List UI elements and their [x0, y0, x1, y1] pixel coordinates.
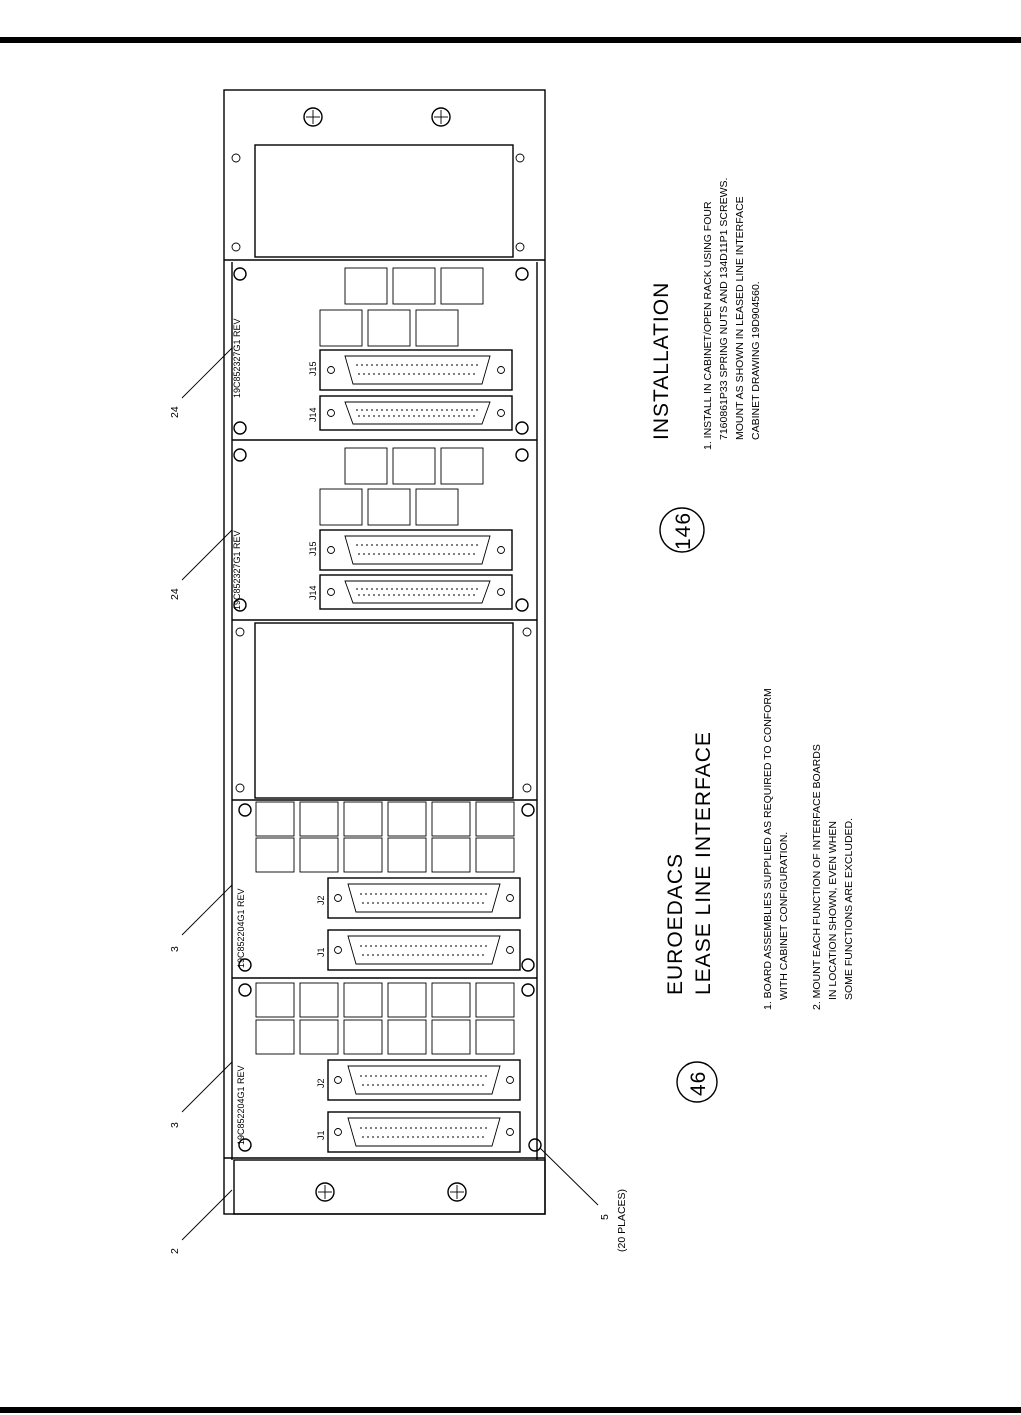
note-left-2b: IN LOCATION SHOWN, EVEN WHEN: [827, 821, 839, 1000]
callout-24-lower: 24: [169, 588, 181, 600]
connector-label: J1: [316, 947, 326, 957]
rack-frame: [224, 90, 545, 1214]
mount-screw-icon: [448, 1183, 466, 1201]
note-right-1c: MOUNT AS SHOWN IN LEASED LINE INTERFACE: [734, 196, 746, 440]
interface-board-204-upper: [232, 802, 537, 978]
connector-label: J14: [308, 407, 318, 422]
note-right-1d: CABINET DRAWING 19D904560.: [750, 281, 762, 440]
board-label: 19C852204G1 REV: [236, 1065, 246, 1145]
board-label: 19C852204G1 REV: [236, 888, 246, 968]
callout-frame: 2: [169, 1248, 181, 1254]
connector-label: J2: [316, 895, 326, 905]
callout-24-upper: 24: [169, 406, 181, 418]
callout-3-upper: 3: [169, 946, 181, 952]
ref-146-circle: [660, 508, 704, 552]
bottom-blank-plate: [234, 1160, 545, 1214]
interface-board-327-upper: [232, 268, 537, 440]
ref-46: 46: [687, 1070, 710, 1096]
mount-screw-icon: [432, 108, 450, 126]
mount-screw-icon: [304, 108, 322, 126]
note-left-2: 2. MOUNT EACH FUNCTION OF INTERFACE BOARDS: [811, 744, 823, 1010]
board-label: 19C852327G1 REV: [232, 318, 242, 398]
doc-title-line2: LEASE LINE INTERFACE: [692, 731, 715, 995]
note-left-1b: WITH CABINET CONFIGURATION.: [778, 831, 790, 1000]
install-heading: INSTALLATION: [650, 281, 673, 440]
ref-46-circle: [677, 1062, 717, 1102]
connector-label: J1: [316, 1130, 326, 1140]
top-blank-plate: [232, 108, 524, 257]
callout-screw: 5: [599, 1214, 611, 1220]
note-left-1: 1. BOARD ASSEMBLIES SUPPLIED AS REQUIRED TO CONFORM: [762, 688, 774, 1010]
note-right-1b: 7160861P33 SPRING NUTS AND 134D11P1 SCREWS.: [718, 177, 730, 440]
connector-label: J15: [308, 361, 318, 376]
ref-146: 146: [672, 511, 695, 550]
interface-board-327-lower: [232, 448, 528, 611]
connector-label: J15: [308, 541, 318, 556]
note-right-1: 1. INSTALL IN CABINET/OPEN RACK USING FOUR: [702, 201, 714, 450]
interface-board-204-lower: [236, 983, 541, 1152]
note-left-2c: SOME FUNCTIONS ARE EXCLUDED.: [843, 817, 855, 1000]
callout-3-lower: 3: [169, 1122, 181, 1128]
connector-label: J2: [316, 1078, 326, 1088]
board-label: 19C852327G1 REV: [232, 530, 242, 610]
mount-screw-icon: [316, 1183, 334, 1201]
doc-title-line1: EUROEDACS: [664, 852, 687, 995]
callout-screw-note: (20 PLACES): [616, 1188, 628, 1252]
connector-label: J14: [308, 585, 318, 600]
middle-blank-plate: [232, 620, 537, 800]
